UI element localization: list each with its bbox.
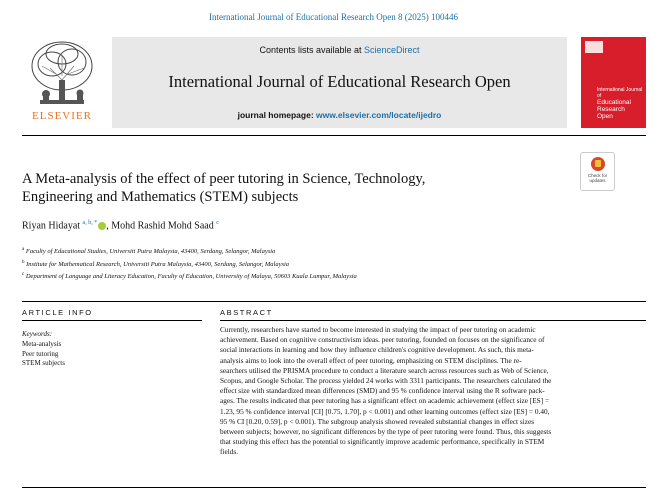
sciencedirect-link[interactable]: ScienceDirect xyxy=(364,45,420,55)
abstract-line: 1.23, 95 % confidence interval [CI] [0.75, 1.70], p < 0.001) and other learning outcomes (effect size [ES] = 0.40, xyxy=(220,406,550,416)
abstract-heading: ABSTRACT xyxy=(220,308,273,317)
author-list: Riyan Hidayat $^{a, b, *}$ , Mohd Rashid Mohd Saad $^c$ xyxy=(22,220,219,232)
publisher-name[interactable]: ELSEVIER xyxy=(32,110,92,122)
footer-divider xyxy=(22,487,646,488)
cover-title: International Journal of Educational Research Open xyxy=(597,87,643,120)
contents-text: Contents lists available at xyxy=(259,45,365,55)
author-affiliation-marks[interactable]: c xyxy=(216,220,219,226)
abstract-line: achievement. Based on cognitive constructivism ideas. peer tutoring, founded on focuses on the significance of xyxy=(220,335,545,345)
check-for-updates-button[interactable]: Check for updates xyxy=(580,152,615,191)
abstract-line: 95 % CI [0.20, 0.59], p < 0.001). The subgroup analysis showed revealed substantial changes in effect sizes xyxy=(220,416,535,426)
cover-publisher-logo xyxy=(585,41,603,53)
affiliation-item: $^b$ Institute for Mathematical Research, Universiti Putra Malaysia, 43400, Serdang, Selangor, Malaysia xyxy=(22,259,290,268)
article-title: A Meta-analysis of the effect of peer tutoring in Science, Technology, Engineering and Mathematics (STEM) subjects xyxy=(22,171,426,205)
journal-citation[interactable]: International Journal of Educational Research Open 8 (2025) 100446 xyxy=(209,12,458,22)
author-name[interactable]: Riyan Hidayat xyxy=(22,220,81,232)
section-divider xyxy=(22,301,646,302)
keyword-item: Meta-analysis xyxy=(22,339,62,348)
author-name[interactable]: Mohd Rashid Mohd Saad xyxy=(111,220,214,232)
homepage-link[interactable]: www.elsevier.com/locate/ijedro xyxy=(316,110,442,120)
abstract-line: Currently, researchers have started to become interested in studying the impact of peer tutoring on academic xyxy=(220,325,536,334)
contents-availability xyxy=(112,45,567,55)
author-affiliation-marks[interactable]: a, b, * xyxy=(82,220,98,226)
keywords-label: Keywords: xyxy=(22,330,53,338)
affiliation-item: $^a$ Faculty of Educational Studies, Universiti Putra Malaysia, 43400, Serdang, Selangor, Malaysia xyxy=(22,247,276,256)
abstract-line: social interactions in learning and how they influence children's cognitive development. As such, this meta- xyxy=(220,345,534,355)
abstract-line: analysis aims to look into the overall effect of peer tutoring, emphasizing on STEM disciplines. The re- xyxy=(220,355,522,365)
abstract-text xyxy=(220,325,646,458)
keywords-list xyxy=(22,330,65,369)
header-divider xyxy=(22,135,646,136)
keyword-item: STEM subjects xyxy=(22,359,65,368)
abstract-line: searchers utilised the PRISMA procedure to conduct a literature search across resources such as Web of Science, xyxy=(220,365,549,375)
abstract-line: Scopus, and Google Scholar. The process yielded 24 works with 3311 participants. The researchers calculated the xyxy=(220,376,552,386)
abstract-underline xyxy=(220,320,646,321)
abstract-line: fields. xyxy=(220,447,239,457)
article-info-underline xyxy=(22,320,202,321)
homepage-label: journal homepage: xyxy=(237,110,317,120)
journal-name: International Journal of Educational Research Open xyxy=(168,72,511,91)
abstract-line: effect size with standardized mean differences (SMD) and 95 % confidence interval using the R software pack- xyxy=(220,386,545,396)
check-updates-icon xyxy=(591,157,605,171)
journal-homepage xyxy=(112,110,567,120)
article-info-heading: ARTICLE INFO xyxy=(22,308,93,317)
affiliation-item: $^c$ Department of Language and Literacy Education, Faculty of Education, University of Malaya, 50603 Kuala Lumpur, Malaysia xyxy=(22,272,357,281)
keyword-item: Peer tutoring xyxy=(22,349,59,358)
abstract-line: between subjects; however, no significant differences by the type of peer tutoring were found. Thus, this suggests xyxy=(220,427,552,437)
affiliations xyxy=(22,245,357,283)
abstract-line: ages. The results indicated that peer tutoring has a significant effect on academic achievement (effect size [ES] = xyxy=(220,396,550,406)
abstract-line: that studying this effect has the potential to significantly improve academic performance, specifically in STEM xyxy=(220,437,545,447)
journal-cover[interactable] xyxy=(581,37,646,128)
